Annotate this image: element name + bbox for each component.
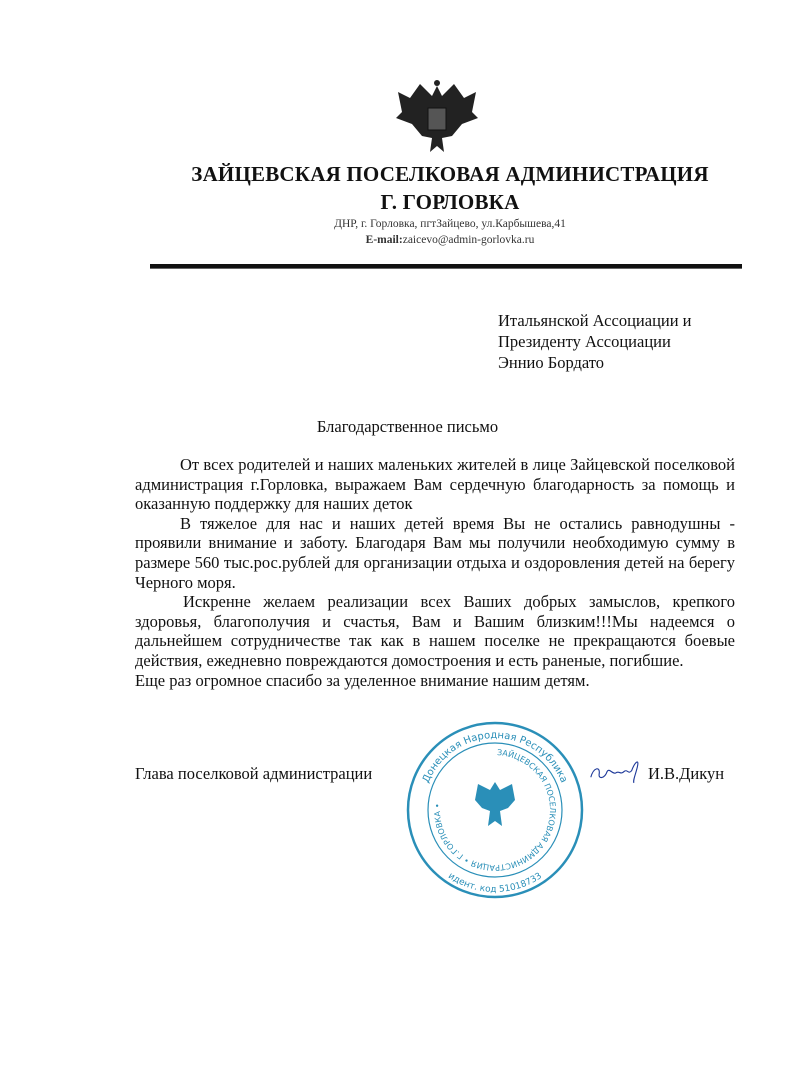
paragraph: Искренне желаем реализации всех Ваших добрых замыслов, крепкого здоровья, благополучия и счастья, Вам и Вашим близким!!!Мы надеемся о дальнейшем сотрудничестве так как в нашем поселке не прекращаются боевые действия, ежедневно повреждаются домостроения и есть раненые, погибшие.: [135, 592, 735, 670]
signatory-role: Глава поселковой администрации: [135, 764, 373, 783]
stamp-eagle-icon: [475, 782, 515, 826]
stamp-code: идент. код 51018733: [446, 871, 544, 896]
address: ДНР, г. Горловка, пгтЗайцево, ул.Карбышева,41: [334, 218, 566, 230]
recipient-line: Эннио Бордато: [498, 353, 605, 372]
official-stamp: [405, 720, 585, 900]
address-block: [150, 216, 750, 248]
letter-body: [135, 455, 735, 690]
email-label: E-mail:: [365, 234, 403, 246]
paragraph: В тяжелое для нас и наших детей время Вы не остались равнодушны - проявили внимание и заботу. Благодаря Вам мы получили необходимую сумму в размере 560 тыс.рос.рублей для организации отдыха и оздоровления детей на берегу Черного моря.: [135, 513, 735, 592]
signatory-name: И.В.Дикун: [648, 764, 725, 783]
coat-of-arms-emblem: [392, 78, 482, 158]
letter-title: Благодарственное письмо: [316, 417, 499, 436]
paragraph: Еще раз огромное спасибо за уделенное внимание нашим детям.: [135, 670, 590, 690]
recipient-line: Президенту Ассоциации: [498, 332, 671, 351]
email: zaicevo@admin-gorlovka.ru: [402, 234, 535, 246]
org-line-1: ЗАЙЦЕВСКАЯ ПОСЕЛКОВАЯ АДМИНИСТРАЦИЯ: [191, 162, 709, 186]
organization-name: [150, 160, 750, 216]
handwritten-signature: [588, 750, 644, 790]
org-line-2: Г. ГОРЛОВКА: [380, 190, 520, 214]
stamp-outer-text: Донецкая Народная Республика: [420, 729, 570, 785]
stamp-inner-text: ЗАЙЦЕВСКАЯ ПОСЕЛКОВАЯ АДМИНИСТРАЦИЯ • Г.ГОРЛОВКА •: [432, 747, 557, 873]
recipient-line: Итальянской Ассоциации и: [498, 311, 692, 330]
letterhead-divider: [150, 264, 742, 269]
recipient-block: [498, 310, 692, 373]
svg-text:идент. код 51018733: [446, 871, 544, 895]
paragraph: От всех родителей и наших маленьких жителей в лице Зайцевской поселковой администрация г.Горловка, выражаем Вам сердечную благодарность за помощь и оказанную поддержку для наших деток: [135, 455, 735, 514]
